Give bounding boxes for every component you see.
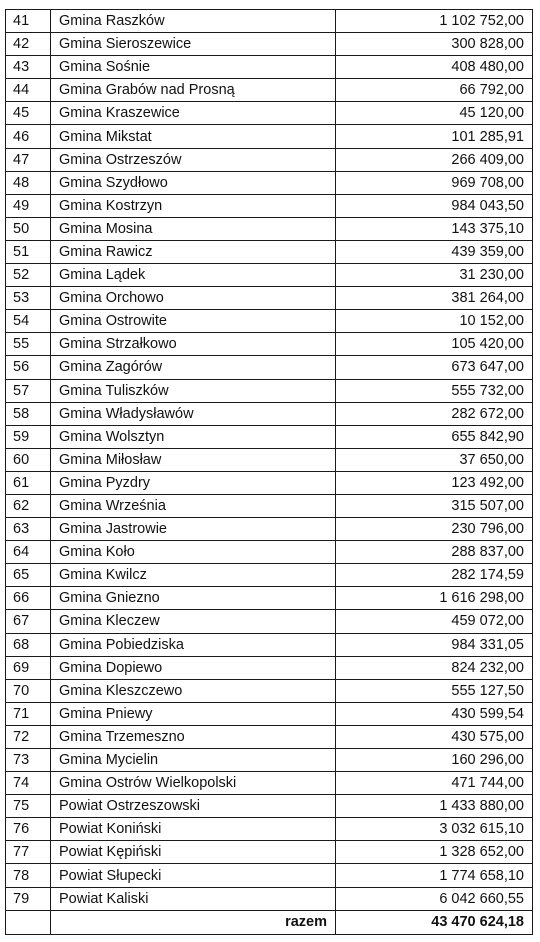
entity-name: Gmina Mikstat	[51, 125, 336, 148]
amount: 555 127,50	[336, 679, 533, 702]
table-row	[6, 749, 533, 772]
row-number: 53	[6, 287, 51, 310]
amount: 969 708,00	[336, 171, 533, 194]
entity-name: Gmina Ostrowite	[51, 310, 336, 333]
entity-name: Gmina Zagórów	[51, 356, 336, 379]
allocation-table	[5, 9, 533, 935]
row-number: 45	[6, 102, 51, 125]
entity-name: Gmina Orchowo	[51, 287, 336, 310]
entity-name: Gmina Mycielin	[51, 749, 336, 772]
table-row	[6, 471, 533, 494]
amount: 459 072,00	[336, 610, 533, 633]
row-number: 47	[6, 148, 51, 171]
entity-name: Gmina Koło	[51, 541, 336, 564]
row-number: 59	[6, 425, 51, 448]
amount: 101 285,91	[336, 125, 533, 148]
row-number: 74	[6, 772, 51, 795]
amount: 123 492,00	[336, 471, 533, 494]
entity-name: Gmina Kostrzyn	[51, 194, 336, 217]
amount: 984 331,05	[336, 633, 533, 656]
amount: 1 328 652,00	[336, 841, 533, 864]
amount: 37 650,00	[336, 448, 533, 471]
entity-name: Gmina Szydłowo	[51, 171, 336, 194]
total-row	[6, 910, 533, 934]
row-number: 63	[6, 518, 51, 541]
amount: 143 375,10	[336, 217, 533, 240]
amount: 66 792,00	[336, 79, 533, 102]
row-number: 51	[6, 240, 51, 263]
amount: 3 032 615,10	[336, 818, 533, 841]
amount: 6 042 660,55	[336, 887, 533, 910]
table-row	[6, 102, 533, 125]
row-number: 48	[6, 171, 51, 194]
entity-name: Gmina Gniezno	[51, 587, 336, 610]
table-row	[6, 702, 533, 725]
row-number: 64	[6, 541, 51, 564]
table-row	[6, 725, 533, 748]
amount: 1 433 880,00	[336, 795, 533, 818]
row-number: 73	[6, 749, 51, 772]
row-number: 77	[6, 841, 51, 864]
amount: 300 828,00	[336, 33, 533, 56]
row-number: 58	[6, 402, 51, 425]
row-number: 68	[6, 633, 51, 656]
row-number: 56	[6, 356, 51, 379]
row-number: 46	[6, 125, 51, 148]
amount: 430 599,54	[336, 702, 533, 725]
entity-name: Gmina Pyzdry	[51, 471, 336, 494]
table-row	[6, 56, 533, 79]
amount: 555 732,00	[336, 379, 533, 402]
row-number: 57	[6, 379, 51, 402]
entity-name: Gmina Raszków	[51, 10, 336, 33]
table-row	[6, 679, 533, 702]
row-number: 69	[6, 656, 51, 679]
table-row	[6, 887, 533, 910]
table-row	[6, 217, 533, 240]
row-number: 70	[6, 679, 51, 702]
table-row	[6, 656, 533, 679]
total-amount: 43 470 624,18	[336, 910, 533, 934]
table-row	[6, 541, 533, 564]
row-number: 54	[6, 310, 51, 333]
table-row	[6, 148, 533, 171]
row-number: 66	[6, 587, 51, 610]
entity-name: Gmina Rawicz	[51, 240, 336, 263]
row-number: 65	[6, 564, 51, 587]
table-row	[6, 79, 533, 102]
table-row	[6, 633, 533, 656]
amount: 105 420,00	[336, 333, 533, 356]
table-row	[6, 841, 533, 864]
table-row	[6, 448, 533, 471]
amount: 10 152,00	[336, 310, 533, 333]
row-number: 62	[6, 494, 51, 517]
row-number: 76	[6, 818, 51, 841]
amount: 673 647,00	[336, 356, 533, 379]
total-label: razem	[51, 910, 336, 934]
table-row	[6, 795, 533, 818]
amount: 160 296,00	[336, 749, 533, 772]
entity-name: Gmina Strzałkowo	[51, 333, 336, 356]
amount: 984 043,50	[336, 194, 533, 217]
entity-name: Powiat Słupecki	[51, 864, 336, 887]
amount: 288 837,00	[336, 541, 533, 564]
table-row	[6, 264, 533, 287]
entity-name: Gmina Władysławów	[51, 402, 336, 425]
table-row	[6, 564, 533, 587]
entity-name: Powiat Ostrzeszowski	[51, 795, 336, 818]
entity-name: Gmina Ostrów Wielkopolski	[51, 772, 336, 795]
entity-name: Gmina Jastrowie	[51, 518, 336, 541]
entity-name: Gmina Tuliszków	[51, 379, 336, 402]
entity-name: Gmina Miłosław	[51, 448, 336, 471]
entity-name: Gmina Kleszczewo	[51, 679, 336, 702]
table-row	[6, 287, 533, 310]
amount: 282 672,00	[336, 402, 533, 425]
table-row	[6, 240, 533, 263]
entity-name: Gmina Pniewy	[51, 702, 336, 725]
amount: 315 507,00	[336, 494, 533, 517]
row-number: 60	[6, 448, 51, 471]
table-row	[6, 864, 533, 887]
row-number: 43	[6, 56, 51, 79]
entity-name: Powiat Kępiński	[51, 841, 336, 864]
row-number: 55	[6, 333, 51, 356]
entity-name: Gmina Ostrzeszów	[51, 148, 336, 171]
row-number: 67	[6, 610, 51, 633]
entity-name: Gmina Trzemeszno	[51, 725, 336, 748]
amount: 1 102 752,00	[336, 10, 533, 33]
entity-name: Powiat Kaliski	[51, 887, 336, 910]
row-number: 49	[6, 194, 51, 217]
row-number: 50	[6, 217, 51, 240]
entity-name: Gmina Grabów nad Prosną	[51, 79, 336, 102]
amount: 824 232,00	[336, 656, 533, 679]
entity-name: Gmina Sieroszewice	[51, 33, 336, 56]
table-body	[6, 10, 533, 935]
table-row	[6, 125, 533, 148]
entity-name: Powiat Koniński	[51, 818, 336, 841]
entity-name: Gmina Września	[51, 494, 336, 517]
row-number: 52	[6, 264, 51, 287]
row-number: 72	[6, 725, 51, 748]
table-row	[6, 402, 533, 425]
table-row	[6, 610, 533, 633]
amount: 282 174,59	[336, 564, 533, 587]
amount: 381 264,00	[336, 287, 533, 310]
entity-name: Gmina Kraszewice	[51, 102, 336, 125]
table-row	[6, 333, 533, 356]
amount: 439 359,00	[336, 240, 533, 263]
table-row	[6, 10, 533, 33]
total-row-number-cell	[6, 910, 51, 934]
amount: 266 409,00	[336, 148, 533, 171]
row-number: 61	[6, 471, 51, 494]
entity-name: Gmina Mosina	[51, 217, 336, 240]
table-row	[6, 379, 533, 402]
row-number: 71	[6, 702, 51, 725]
row-number: 78	[6, 864, 51, 887]
table-row	[6, 310, 533, 333]
amount: 45 120,00	[336, 102, 533, 125]
table-row	[6, 425, 533, 448]
amount: 1 774 658,10	[336, 864, 533, 887]
row-number: 75	[6, 795, 51, 818]
table-row	[6, 494, 533, 517]
entity-name: Gmina Sośnie	[51, 56, 336, 79]
amount: 655 842,90	[336, 425, 533, 448]
row-number: 41	[6, 10, 51, 33]
row-number: 42	[6, 33, 51, 56]
amount: 230 796,00	[336, 518, 533, 541]
table-row	[6, 171, 533, 194]
entity-name: Gmina Lądek	[51, 264, 336, 287]
entity-name: Gmina Kleczew	[51, 610, 336, 633]
table-row	[6, 772, 533, 795]
entity-name: Gmina Dopiewo	[51, 656, 336, 679]
table-row	[6, 194, 533, 217]
amount: 31 230,00	[336, 264, 533, 287]
table-row	[6, 518, 533, 541]
entity-name: Gmina Wolsztyn	[51, 425, 336, 448]
table-row	[6, 587, 533, 610]
amount: 471 744,00	[336, 772, 533, 795]
table-row	[6, 818, 533, 841]
row-number: 44	[6, 79, 51, 102]
amount: 408 480,00	[336, 56, 533, 79]
entity-name: Gmina Pobiedziska	[51, 633, 336, 656]
entity-name: Gmina Kwilcz	[51, 564, 336, 587]
table-row	[6, 356, 533, 379]
amount: 430 575,00	[336, 725, 533, 748]
table-row	[6, 33, 533, 56]
row-number: 79	[6, 887, 51, 910]
amount: 1 616 298,00	[336, 587, 533, 610]
